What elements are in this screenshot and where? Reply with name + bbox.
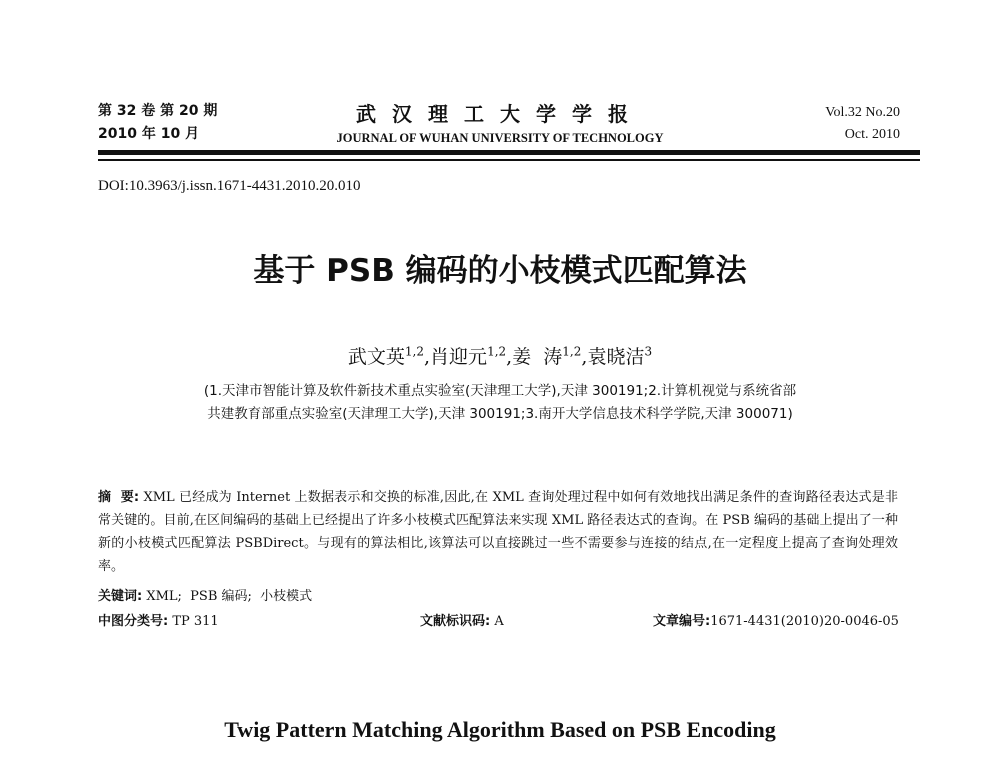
document-code	[420, 610, 504, 629]
article-number	[653, 610, 899, 629]
author	[512, 346, 587, 368]
paper-title-cn: 基于 PSB 编码的小枝模式匹配算法	[253, 253, 747, 289]
journal-name-en: JOURNAL OF WUHAN UNIVERSITY OF TECHNOLOGY	[336, 131, 664, 145]
author-name: 袁晓洁	[587, 346, 645, 368]
abstract	[98, 486, 898, 578]
keywords-text: XML; PSB 编码; 小枝模式	[146, 589, 313, 604]
journal-name-cn: 武汉理工大学学报	[356, 102, 644, 126]
article-number-label: 文章编号:	[653, 614, 711, 629]
doi: DOI:10.3963/j.issn.1671-4431.2010.20.010	[98, 178, 361, 194]
author-separator: ,	[424, 346, 431, 368]
journal-issue-info-cn	[98, 100, 217, 146]
publication-date-cn: 2010 年 10 月	[98, 126, 200, 142]
author-separator: ,	[506, 346, 513, 368]
document-code-value: A	[494, 614, 504, 629]
document-code-label: 文献标识码:	[420, 614, 491, 629]
clc-number	[98, 610, 219, 629]
author-separator: ,	[581, 346, 588, 368]
author-name: 肖迎元	[430, 346, 488, 368]
volume-issue-cn: 第 32 卷 第 20 期	[98, 103, 218, 119]
author-affiliation-mark: 1,2	[487, 344, 507, 359]
affiliation-line-1: (1.天津市智能计算及软件新技术重点实验室(天津理工大学),天津 300191;2.计算机视觉与系统省部	[203, 383, 797, 399]
keywords-label: 关键词:	[98, 589, 143, 604]
author-affiliation-mark: 1,2	[562, 344, 582, 359]
paper-title-en: Twig Pattern Matching Algorithm Based on PSB Encoding	[224, 717, 776, 742]
author-list	[0, 342, 1000, 369]
header-rule-thin	[98, 159, 920, 161]
keywords	[98, 585, 312, 604]
journal-issue-info-en	[825, 102, 900, 146]
volume-issue-en: Vol.32 No.20	[825, 105, 900, 120]
journal-masthead	[300, 98, 700, 146]
article-number-value: 1671-4431(2010)20-0046-05	[710, 614, 899, 629]
author-affiliation-mark: 3	[644, 344, 653, 359]
clc-label: 中图分类号:	[98, 614, 169, 629]
author-affiliation-mark: 1,2	[404, 344, 424, 359]
publication-date-en: Oct. 2010	[844, 127, 900, 142]
affiliation-line-2: 共建教育部重点实验室(天津理工大学),天津 300191;3.南开大学信息技术科学学院,天津 300071)	[207, 406, 793, 422]
author-name: 姜 涛	[512, 346, 563, 368]
header-rule-thick	[98, 150, 920, 155]
abstract-label: 摘 要:	[98, 490, 140, 505]
author	[430, 346, 512, 368]
abstract-text: XML 已经成为 Internet 上数据表示和交换的标准,因此,在 XML 查询处理过程中如何有效地找出满足条件的查询路径表达式是非常关键的。目前,在区间编码的基础上已经提出了许多小枝模式匹配算法来实现 XML 路径表达式的查询。在 PSB 编码的基础上提出了一种新的小枝模式匹配算法 PSBDirect。与现有的算法相比,该算法可以直接跳过一些不需要参与连接的结点,在一定程度上提高了查询处理效率。	[98, 490, 898, 574]
author	[348, 346, 430, 368]
clc-value: TP 311	[172, 614, 219, 629]
author-name: 武文英	[347, 346, 405, 368]
author	[587, 346, 652, 368]
